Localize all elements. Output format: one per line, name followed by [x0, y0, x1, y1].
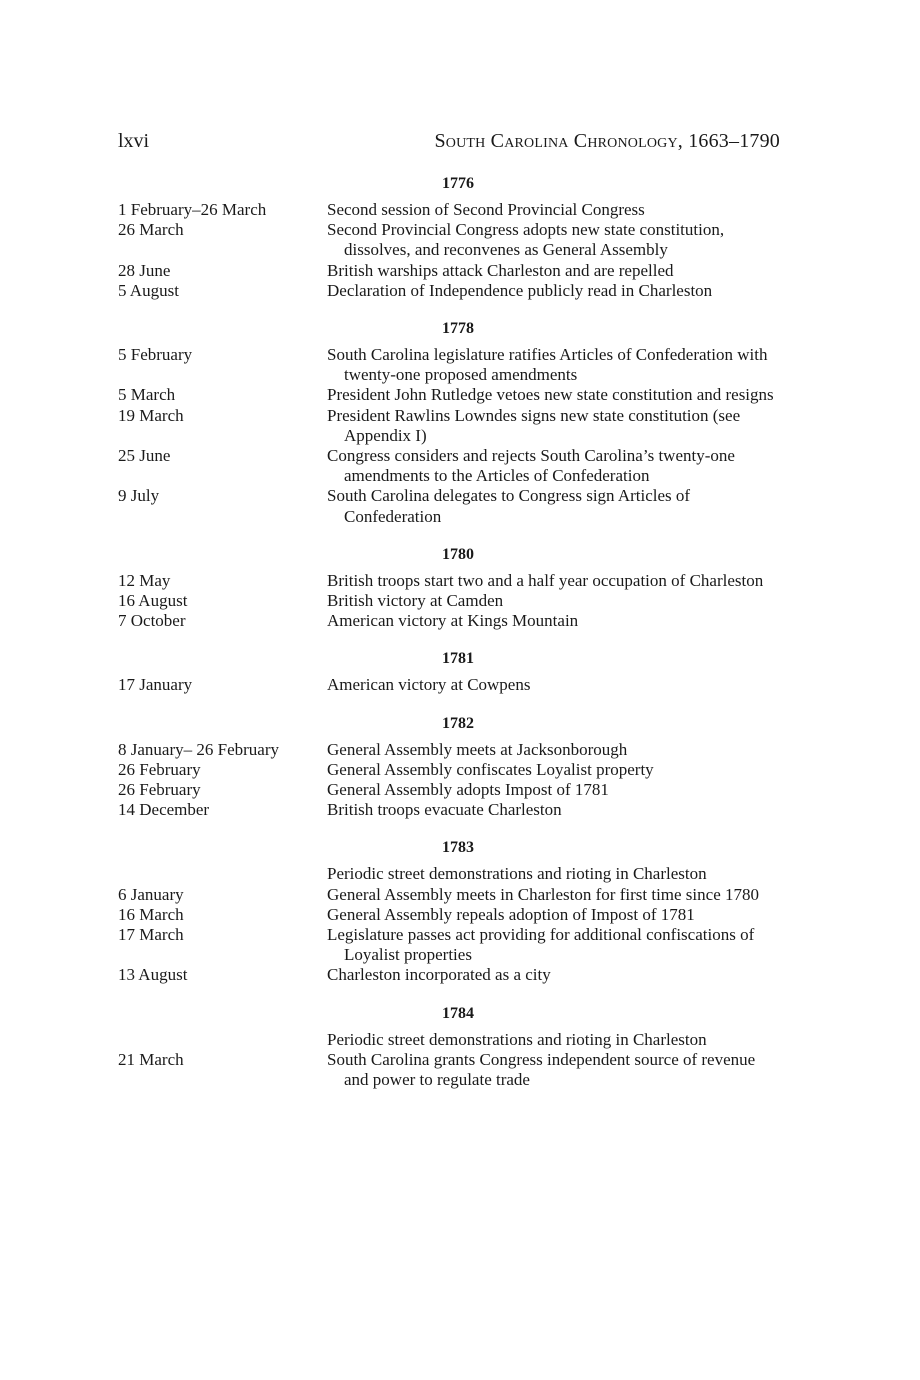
entry-event: Charleston incorporated as a city: [327, 965, 551, 985]
entry-event: British troops evacuate Charleston: [327, 800, 562, 820]
entry-event: President Rawlins Lowndes signs new state constitution (see Appendix I): [327, 405, 741, 445]
year-heading: 1782: [442, 714, 474, 732]
year-heading: 1783: [442, 839, 474, 857]
entry-date: 26 February: [118, 759, 201, 779]
page-header: [118, 130, 780, 156]
entry-event: American victory at Cowpens: [327, 675, 531, 695]
entry-date: 16 August: [118, 591, 188, 611]
chronology-entry: [118, 406, 780, 446]
year-heading: 1778: [442, 320, 474, 338]
entry-date: 19 March: [118, 405, 184, 425]
entry-event: Second Provincial Congress adopts new state constitution, dissolves, and reconvenes as General Assembly: [327, 220, 725, 260]
year-section-1776: [118, 174, 780, 301]
entry-date: 6 January: [118, 884, 184, 904]
entry-event: South Carolina grants Congress independent source of revenue and power to regulate trade: [327, 1049, 756, 1090]
entry-date: 12 May: [118, 570, 171, 590]
entry-event: General Assembly confiscates Loyalist property: [327, 759, 654, 779]
entry-event: Second session of Second Provincial Congress: [327, 200, 645, 219]
year-section-1780: [118, 545, 780, 632]
entry-event: South Carolina legislature ratifies Articles of Confederation with twenty-one proposed amendments: [327, 345, 768, 385]
entry-event: Periodic street demonstrations and rioting in Charleston: [327, 864, 707, 884]
entry-date: 28 June: [118, 260, 171, 280]
entry-date: 5 February: [118, 345, 193, 365]
chronology-entry: [118, 925, 780, 965]
entry-event: General Assembly repeals adoption of Impost of 1781: [327, 904, 695, 924]
entry-date: 17 March: [118, 925, 184, 945]
year-heading: 1776: [442, 175, 474, 192]
entry-event: British victory at Camden: [327, 591, 504, 611]
year-heading: 1780: [442, 545, 474, 563]
chronology-entry: [118, 885, 780, 905]
entry-event: President John Rutledge vetoes new state constitution and resigns: [327, 385, 774, 405]
running-title: South Carolina Chronology, 1663–1790: [434, 130, 780, 152]
entry-date: 25 June: [118, 446, 171, 466]
chronology-entry: [118, 345, 780, 385]
chronology-entry: [118, 1030, 780, 1050]
chronology-entry: [118, 760, 780, 780]
entry-event: British troops start two and a half year occupation of Charleston: [327, 570, 764, 590]
entry-date: 17 January: [118, 675, 193, 695]
entry-date: 5 March: [118, 385, 176, 405]
page-number: lxvi: [118, 130, 150, 152]
year-heading: 1781: [442, 650, 474, 668]
entry-date: 26 March: [118, 220, 184, 240]
entry-event: British warships attack Charleston and are repelled: [327, 260, 674, 280]
entry-date: 13 August: [118, 965, 188, 985]
entry-date: 14 December: [118, 800, 210, 820]
chronology-entry: [118, 220, 780, 260]
chronology-entry: [118, 446, 780, 486]
chronology-entry: [118, 675, 780, 695]
chronology-entry: [118, 800, 780, 820]
entry-date: 1 February–26 March: [118, 200, 267, 219]
year-heading: 1784: [442, 1004, 474, 1022]
entry-event: General Assembly meets in Charleston for first time since 1780: [327, 884, 759, 904]
entry-date: 5 August: [118, 280, 179, 300]
year-section-1781: [118, 649, 780, 695]
chronology-entry: [118, 905, 780, 925]
year-section-1778: [118, 319, 780, 527]
entry-date: 26 February: [118, 780, 201, 800]
chronology-entry: [118, 281, 780, 301]
chronology-entry: [118, 200, 780, 220]
entry-event: Declaration of Independence publicly read in Charleston: [327, 280, 713, 300]
chronology-entry: [118, 965, 780, 985]
entry-event: Periodic street demonstrations and rioting in Charleston: [327, 1029, 707, 1049]
entry-event: Legislature passes act providing for additional confiscations of Loyalist properties: [327, 925, 755, 965]
entry-event: General Assembly meets at Jacksonborough: [327, 739, 628, 759]
entry-event: South Carolina delegates to Congress sign Articles of Confederation: [327, 486, 691, 526]
chronology-entry: [118, 571, 780, 591]
chronology-entry: [118, 1050, 780, 1090]
entry-event: American victory at Kings Mountain: [327, 611, 579, 631]
year-section-1782: [118, 714, 780, 821]
year-section-1784: [118, 1004, 780, 1091]
entry-date: 7 October: [118, 611, 186, 631]
chronology-entry: [118, 780, 780, 800]
chronology-list: [118, 174, 780, 1108]
entry-event: Congress considers and rejects South Carolina’s twenty-one amendments to the Articles of Confederation: [327, 446, 735, 486]
chronology-entry: [118, 864, 780, 884]
entry-date: [118, 864, 327, 884]
entry-event: General Assembly adopts Impost of 1781: [327, 780, 609, 800]
entry-date: 9 July: [118, 486, 160, 506]
chronology-entry: [118, 385, 780, 405]
chronology-entry: [118, 591, 780, 611]
entry-date: 16 March: [118, 904, 184, 924]
entry-date: [118, 1030, 327, 1050]
chronology-entry: [118, 261, 780, 281]
chronology-entry: [118, 486, 780, 526]
year-section-1783: [118, 838, 780, 985]
entry-date: 8 January– 26 February: [118, 739, 279, 759]
entry-date: 21 March: [118, 1049, 184, 1069]
chronology-entry: [118, 740, 780, 760]
chronology-entry: [118, 611, 780, 631]
